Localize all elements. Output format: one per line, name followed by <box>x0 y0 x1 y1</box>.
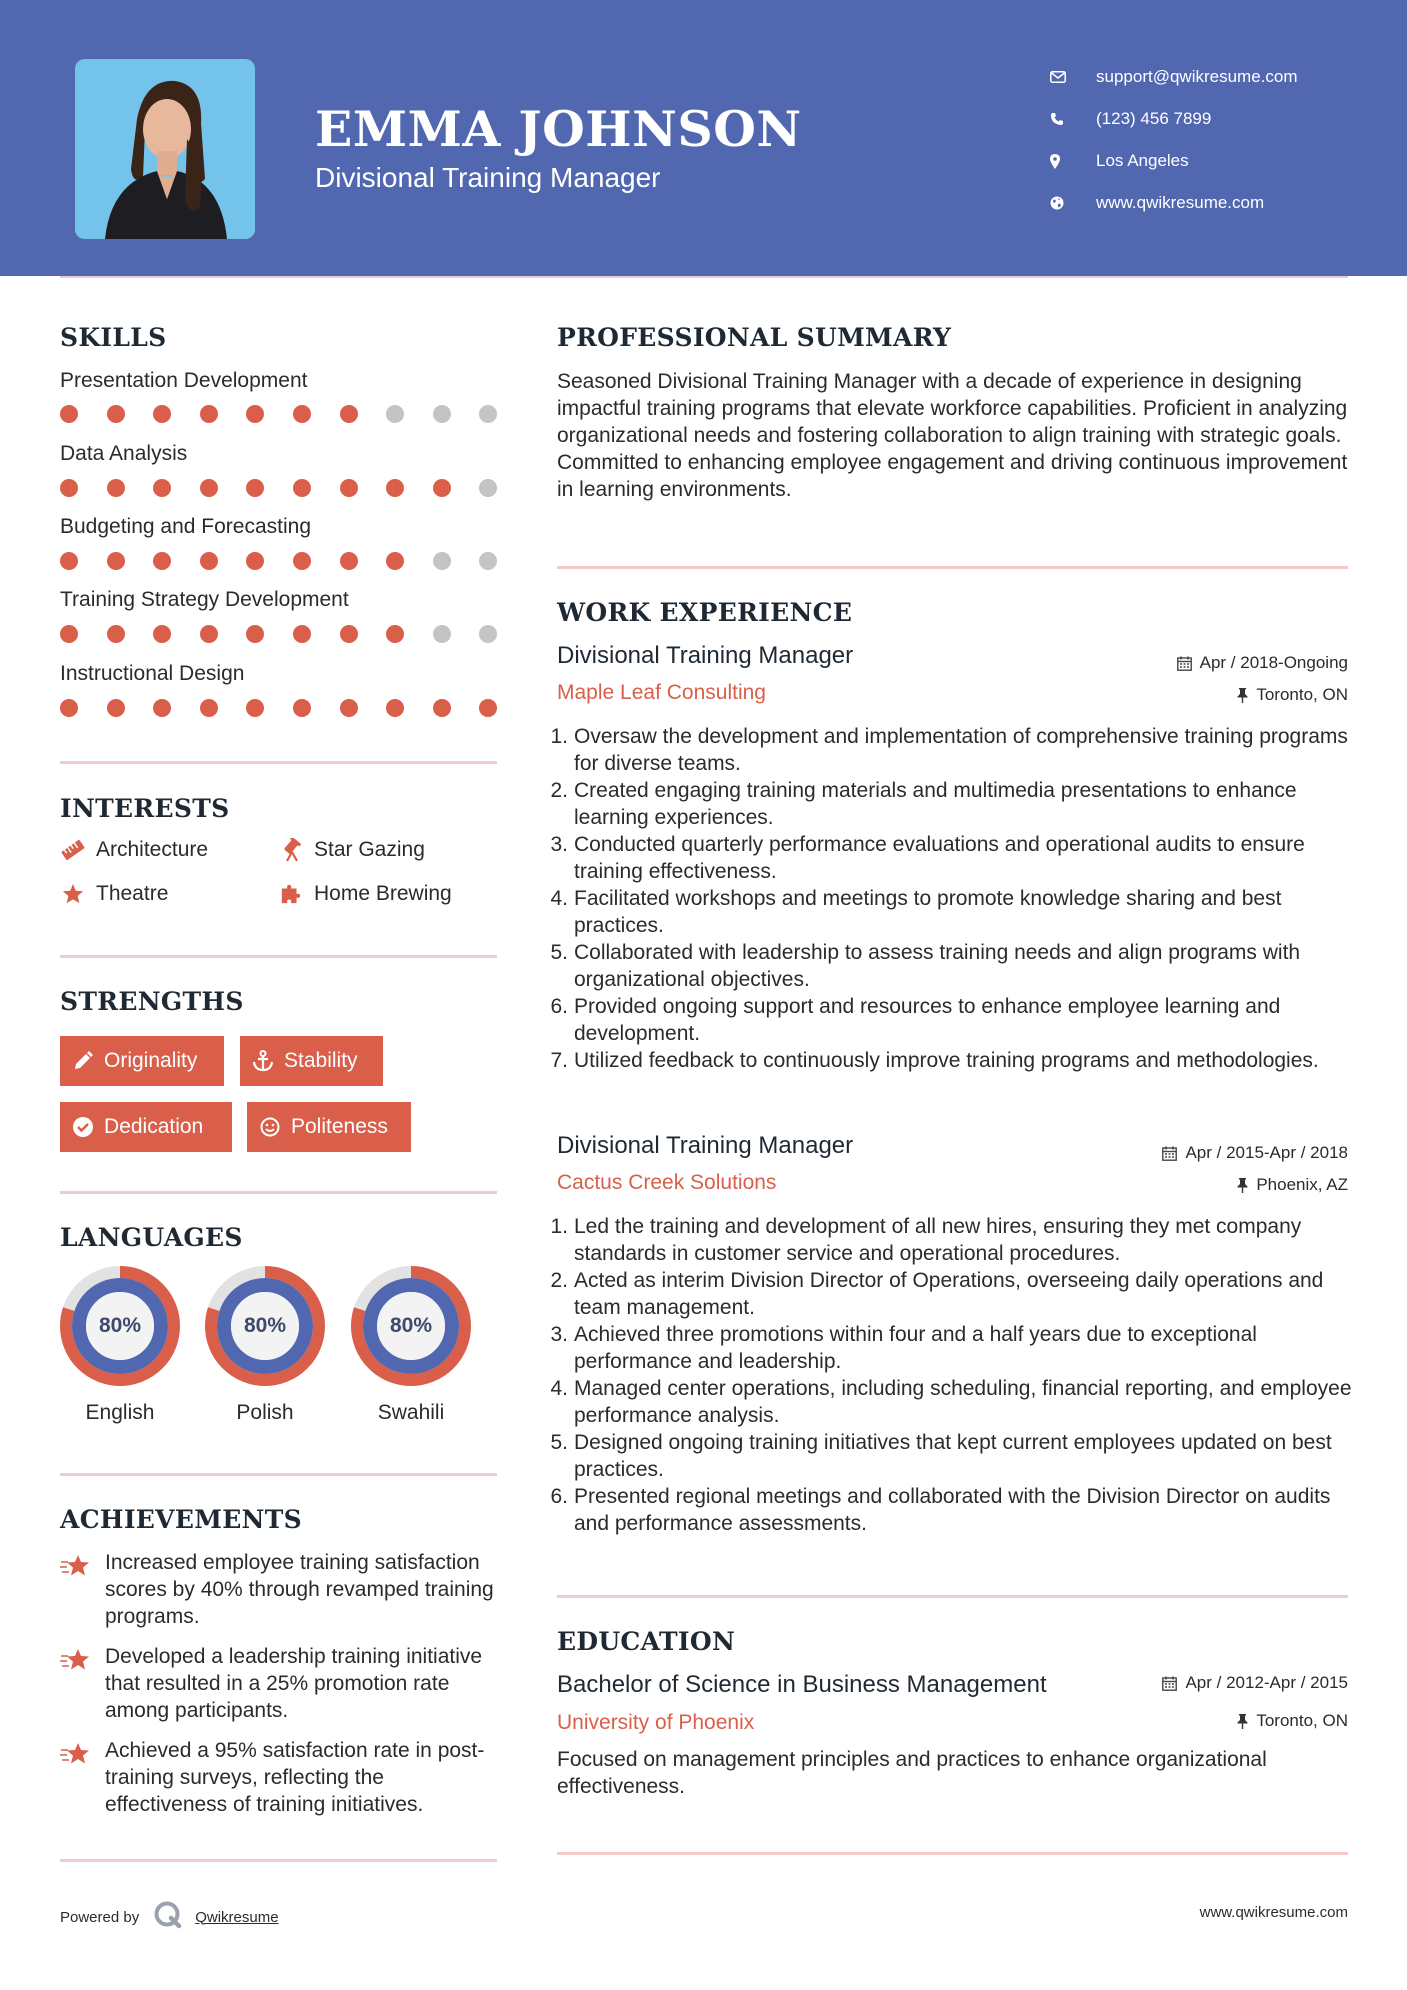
job-location <box>1237 685 1348 705</box>
duty-text: Managed center operations, including scheduling, financial reporting, and employee performance analysis. <box>574 1377 1352 1427</box>
skill-dot-filled <box>107 552 125 570</box>
duty-item: 2. Acted as interim Division Director of Operations, overseeing daily operations and team management. <box>557 1267 1357 1321</box>
contact-website-text: www.qwikresume.com <box>1096 193 1265 212</box>
skill-dot-filled <box>246 699 264 717</box>
duty-text: Collaborated with leadership to assess training needs and align programs with organizational objectives. <box>574 941 1301 991</box>
interest-item <box>278 882 452 906</box>
achievement-text: Increased employee training satisfaction scores by 40% through revamped training programs. <box>105 1551 494 1628</box>
ruler-icon <box>60 839 85 861</box>
education-location-text: Toronto, ON <box>1256 1711 1348 1730</box>
pencil-icon <box>72 1051 94 1071</box>
strength-label: Originality <box>104 1049 198 1072</box>
duty-item: 7. Utilized feedback to continuously improve training programs and methodologies. <box>550 1049 1319 1072</box>
job-title: Divisional Training Manager <box>557 1132 854 1159</box>
achievement-text: Achieved a 95% satisfaction rate in post-training surveys, reflecting the effectiveness of training initiatives. <box>105 1739 485 1816</box>
education-school: University of Phoenix <box>557 1711 755 1734</box>
skill-rating <box>60 479 500 499</box>
skill-dot-empty <box>479 479 497 497</box>
skill-dot-filled <box>153 479 171 497</box>
footer-website-link[interactable]: www.qwikresume.com <box>1199 1904 1348 1921</box>
education-description: Focused on management principles and practices to enhance organizational effectiveness. <box>557 1748 1267 1798</box>
contact-website[interactable] <box>1050 182 1298 224</box>
experience-title: WORK EXPERIENCE <box>557 598 853 627</box>
pushpin-icon <box>1237 1178 1248 1193</box>
pushpin-icon <box>1237 688 1248 703</box>
education-dates <box>1162 1673 1348 1693</box>
interest-label: Architecture <box>96 838 209 861</box>
mail-icon <box>1050 71 1080 83</box>
skill-dot-filled <box>293 699 311 717</box>
skill-name: Budgeting and Forecasting <box>60 515 312 538</box>
contact-location <box>1050 140 1298 182</box>
skill-dot-filled <box>293 552 311 570</box>
puzzle-icon <box>278 883 303 905</box>
phone-icon <box>1050 112 1080 126</box>
education-title: EDUCATION <box>557 1627 736 1656</box>
skill-dot-empty <box>479 552 497 570</box>
duty-text: Designed ongoing training initiatives that kept current employees updated on best practices. <box>574 1431 1332 1481</box>
interest-item <box>278 838 425 862</box>
duty-text: Created engaging training materials and multimedia presentations to enhance learning experiences. <box>574 779 1297 829</box>
skill-dot-filled <box>60 625 78 643</box>
skill-dot-filled <box>107 479 125 497</box>
skill-dot-filled <box>60 699 78 717</box>
smile-icon <box>259 1117 281 1137</box>
duty-text: Presented regional meetings and collaborated with the Division Director on audits and performance assessments. <box>574 1485 1331 1535</box>
skill-dot-filled <box>153 405 171 423</box>
skill-dot-filled <box>200 699 218 717</box>
interest-label: Star Gazing <box>314 838 425 861</box>
language-percent: 80% <box>98 1314 142 1337</box>
skill-dot-filled <box>200 405 218 423</box>
globe-icon <box>1050 196 1080 210</box>
section-divider <box>60 955 497 958</box>
duty-item: 6. Provided ongoing support and resources to enhance employee learning and development. <box>557 993 1357 1047</box>
achievement-text: Developed a leadership training initiative that resulted in a 25% promotion rate among participants. <box>105 1645 483 1722</box>
contact-location-text: Los Angeles <box>1096 151 1189 170</box>
duty-item: 2. Created engaging training materials and multimedia presentations to enhance learning experiences. <box>557 777 1357 831</box>
duty-text: Utilized feedback to continuously improve training programs and methodologies. <box>574 1049 1319 1072</box>
section-divider <box>557 1852 1348 1855</box>
skill-dot-filled <box>153 699 171 717</box>
skill-dot-filled <box>386 699 404 717</box>
education-location <box>1237 1711 1348 1731</box>
contact-email[interactable] <box>1050 56 1298 98</box>
strength-label: Stability <box>284 1049 358 1072</box>
powered-by <box>60 1900 279 1934</box>
strength-label: Dedication <box>104 1115 204 1138</box>
contact-list <box>1050 56 1298 224</box>
award-star-icon <box>60 1737 92 1818</box>
duty-item: 5. Designed ongoing training initiatives that kept current employees updated on best practices. <box>557 1429 1357 1483</box>
strengths-title: STRENGTHS <box>60 987 244 1016</box>
candidate-name: EMMA JOHNSON <box>315 100 802 158</box>
location-pin-icon <box>1050 154 1080 169</box>
skill-dot-filled <box>386 625 404 643</box>
skill-dot-empty <box>479 405 497 423</box>
duty-text: Led the training and development of all new hires, ensuring they met company standards in customer service and operational procedures. <box>574 1215 1302 1265</box>
summary-text: Seasoned Divisional Training Manager with a decade of experience in designing impactful training programs that elevate workforce capabilities. Proficient in analyzing organizational needs and fostering collaboration to align training with strategic goals. Committed to enhancing employee engagement and driving continuous improvement in learning environments. <box>557 370 1348 501</box>
section-divider <box>60 761 497 764</box>
header-divider <box>60 276 1348 278</box>
skill-name: Data Analysis <box>60 442 188 465</box>
duty-item: 4. Managed center operations, including scheduling, financial reporting, and employee performance analysis. <box>557 1375 1357 1429</box>
skill-dot-filled <box>246 625 264 643</box>
skill-dot-filled <box>340 625 358 643</box>
pushpin-icon <box>1237 1714 1248 1729</box>
skill-dot-filled <box>386 552 404 570</box>
skill-dot-filled <box>340 405 358 423</box>
language-name: English <box>85 1401 155 1424</box>
contact-phone-text: (123) 456 7899 <box>1096 109 1212 128</box>
telescope-icon <box>278 838 303 862</box>
skill-dot-filled <box>433 699 451 717</box>
award-star-icon <box>60 1549 92 1630</box>
skill-dot-filled <box>200 625 218 643</box>
skill-dot-filled <box>246 552 264 570</box>
powered-by-label: Powered by <box>60 1908 140 1926</box>
duty-item: 3. Conducted quarterly performance evaluations and operational audits to ensure training effectiveness. <box>557 831 1357 885</box>
skill-dot-filled <box>340 479 358 497</box>
skill-rating <box>60 405 500 425</box>
skill-dot-filled <box>107 699 125 717</box>
skill-dot-empty <box>433 405 451 423</box>
interest-label: Theatre <box>96 882 169 905</box>
job-company: Cactus Creek Solutions <box>557 1171 777 1194</box>
anchor-icon <box>252 1050 274 1072</box>
job-location <box>1237 1175 1348 1195</box>
achievement-item <box>60 1737 500 1818</box>
skill-rating <box>60 625 500 645</box>
skill-dot-filled <box>340 552 358 570</box>
skill-dot-filled <box>107 625 125 643</box>
achievement-item <box>60 1643 500 1724</box>
contact-phone[interactable] <box>1050 98 1298 140</box>
job-dates-text: Apr / 2015-Apr / 2018 <box>1185 1143 1348 1162</box>
qwikresume-logo-icon <box>153 1900 183 1934</box>
duty-item: 3. Achieved three promotions within four and a half years due to exceptional performance and leadership. <box>557 1321 1357 1375</box>
qwikresume-link[interactable]: Qwikresume <box>195 1908 279 1926</box>
skill-dot-filled <box>60 479 78 497</box>
language-gauge <box>59 1265 181 1387</box>
calendar-icon <box>1177 656 1192 671</box>
interests-title: INTERESTS <box>60 794 230 823</box>
strength-tag <box>60 1036 224 1086</box>
interest-label: Home Brewing <box>314 882 452 905</box>
skill-dot-filled <box>200 552 218 570</box>
duty-text: Conducted quarterly performance evaluations and operational audits to ensure training effectiveness. <box>574 833 1305 883</box>
skill-dot-filled <box>246 479 264 497</box>
job-dates-text: Apr / 2018-Ongoing <box>1199 653 1348 672</box>
duty-item: 4. Facilitated workshops and meetings to promote knowledge sharing and best practices. <box>557 885 1357 939</box>
language-name: Swahili <box>377 1401 445 1424</box>
job-location-text: Toronto, ON <box>1256 685 1348 704</box>
skill-dot-empty <box>433 552 451 570</box>
languages-title: LANGUAGES <box>60 1223 243 1252</box>
contact-email-text: support@qwikresume.com <box>1096 67 1298 86</box>
duty-item: 5. Collaborated with leadership to assess training needs and align programs with organizational objectives. <box>557 939 1357 993</box>
skill-dot-empty <box>433 625 451 643</box>
section-divider <box>60 1473 497 1476</box>
skill-dot-filled <box>386 479 404 497</box>
skill-dot-filled <box>200 479 218 497</box>
skill-dot-filled <box>340 699 358 717</box>
section-divider <box>557 566 1348 569</box>
skill-dot-empty <box>479 625 497 643</box>
section-divider <box>60 1191 497 1194</box>
duty-text: Oversaw the development and implementation of comprehensive training programs for diverse teams. <box>574 725 1348 775</box>
skill-name: Presentation Development <box>60 369 308 392</box>
skill-dot-empty <box>386 405 404 423</box>
language-percent: 80% <box>243 1314 287 1337</box>
job-dates <box>1162 1143 1348 1163</box>
achievement-item <box>60 1549 500 1630</box>
duty-text: Provided ongoing support and resources to enhance employee learning and development. <box>574 995 1281 1045</box>
skill-dot-filled <box>433 479 451 497</box>
check-circle-icon <box>72 1117 94 1137</box>
section-divider <box>60 1859 497 1862</box>
language-gauge <box>204 1265 326 1387</box>
skill-dot-filled <box>153 552 171 570</box>
skill-dot-filled <box>293 405 311 423</box>
interest-item <box>60 882 168 906</box>
profile-photo <box>75 59 255 239</box>
strength-label: Politeness <box>291 1115 388 1138</box>
job-title: Divisional Training Manager <box>557 642 854 669</box>
skill-dot-filled <box>60 405 78 423</box>
skill-dot-filled <box>60 552 78 570</box>
calendar-icon <box>1162 1146 1177 1161</box>
strength-tag <box>247 1102 411 1152</box>
skill-rating <box>60 699 500 719</box>
duty-item: 6. Presented regional meetings and collaborated with the Division Director on audits and performance assessments. <box>557 1483 1357 1537</box>
duty-item: 1. Led the training and development of all new hires, ensuring they met company standards in customer service and operational procedures. <box>557 1213 1357 1267</box>
skill-dot-filled <box>293 479 311 497</box>
duty-item: 1. Oversaw the development and implementation of comprehensive training programs for diverse teams. <box>557 723 1357 777</box>
star-icon <box>60 883 85 905</box>
summary-title: PROFESSIONAL SUMMARY <box>557 323 952 352</box>
interest-item <box>60 838 208 862</box>
job-location-text: Phoenix, AZ <box>1256 1175 1348 1194</box>
skill-rating <box>60 552 500 572</box>
duty-text: Achieved three promotions within four and a half years due to exceptional performance and leadership. <box>574 1323 1257 1373</box>
section-divider <box>557 1595 1348 1598</box>
award-star-icon <box>60 1643 92 1724</box>
job-dates <box>1177 653 1348 673</box>
achievements-title: ACHIEVEMENTS <box>60 1505 302 1534</box>
calendar-icon <box>1162 1676 1177 1691</box>
duty-text: Facilitated workshops and meetings to promote knowledge sharing and best practices. <box>574 887 1282 937</box>
skill-dot-filled <box>153 625 171 643</box>
resume-header <box>0 0 1407 276</box>
strength-tag <box>60 1102 232 1152</box>
skill-dot-filled <box>246 405 264 423</box>
education-degree: Bachelor of Science in Business Management <box>557 1671 1047 1698</box>
skill-dot-filled <box>107 405 125 423</box>
job-company: Maple Leaf Consulting <box>557 681 766 704</box>
job-duties <box>550 723 1357 1074</box>
candidate-role: Divisional Training Manager <box>315 162 661 193</box>
language-name: Polish <box>236 1401 294 1424</box>
skill-name: Instructional Design <box>60 662 245 685</box>
strength-tag <box>240 1036 383 1086</box>
education-dates-text: Apr / 2012-Apr / 2015 <box>1185 1673 1348 1692</box>
skill-name: Training Strategy Development <box>60 588 349 611</box>
language-percent: 80% <box>389 1314 433 1337</box>
language-gauge <box>350 1265 472 1387</box>
job-duties <box>550 1213 1357 1537</box>
skill-dot-filled <box>479 699 497 717</box>
skills-title: SKILLS <box>60 323 167 352</box>
duty-text: Acted as interim Division Director of Operations, overseeing daily operations and team management. <box>574 1269 1324 1319</box>
skill-dot-filled <box>293 625 311 643</box>
